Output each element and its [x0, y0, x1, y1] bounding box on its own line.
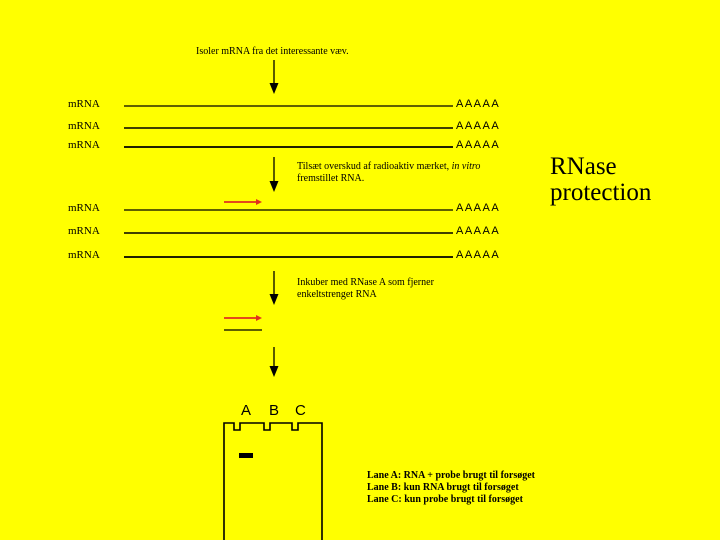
mrna-label: mRNA [68, 249, 100, 261]
polya-tail: AAAAA [456, 98, 501, 110]
lane-legend [367, 470, 535, 506]
mrna-label: mRNA [68, 139, 100, 151]
gel-band [239, 453, 253, 458]
polya-tail: AAAAA [456, 139, 501, 151]
side-title-line1: RNase [550, 153, 617, 180]
mrna-label: mRNA [68, 225, 100, 237]
step-2-main: Tilsæt overskud af radioaktiv mærket, [297, 161, 450, 172]
mrna-label: mRNA [68, 202, 100, 214]
step-2-text [297, 161, 480, 185]
polya-tail: AAAAA [456, 120, 501, 132]
polya-tail: AAAAA [456, 225, 501, 237]
legend-lane-b: Lane B: kun RNA brugt til forsøget [367, 482, 519, 493]
legend-lane-c: Lane C: kun probe brugt til forsøget [367, 494, 523, 505]
protected-duplex [224, 315, 262, 330]
gel-lane-c: C [295, 402, 306, 419]
gel [224, 423, 322, 540]
down-arrow-1 [270, 60, 279, 94]
probe-hybridized [224, 199, 262, 205]
down-arrow-4 [270, 347, 279, 377]
gel-lane-b: B [269, 402, 280, 419]
mrna-lines-group-2 [124, 210, 453, 257]
gel-lane-a: A [241, 402, 252, 419]
side-title-line2: protection [550, 179, 652, 206]
step-2-line2: fremstillet RNA. [297, 173, 365, 184]
side-title [550, 154, 651, 206]
down-arrow-3 [270, 271, 279, 305]
step-3-line2: enkeltstrenget RNA [297, 289, 377, 300]
step-1-text: Isoler mRNA fra det interessante væv. [196, 46, 349, 57]
legend-lane-a: Lane A: RNA + probe brugt til forsøget [367, 470, 536, 481]
step-3-line1: Inkuber med RNase A som fjerner [297, 277, 434, 288]
down-arrow-2 [270, 157, 279, 192]
mrna-lines-group-1 [124, 106, 453, 147]
mrna-label: mRNA [68, 120, 100, 132]
polya-tail: AAAAA [456, 249, 501, 261]
step-3-text [297, 277, 434, 301]
step-2-italic: in vitro [451, 161, 481, 172]
mrna-label: mRNA [68, 98, 100, 110]
polya-tail: AAAAA [456, 202, 501, 214]
